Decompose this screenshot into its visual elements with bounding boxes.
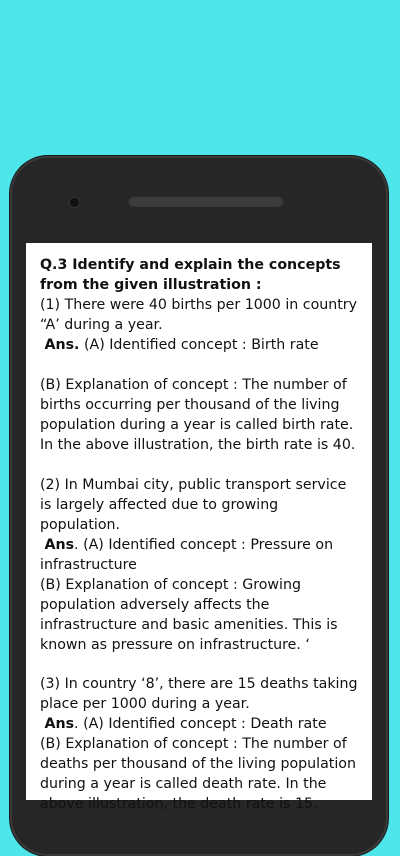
phone-top-bezel [10,156,388,246]
question-title: Q.3 Identify and explain the concepts from the given illustration : [40,257,341,293]
answer-label: Ans. [44,337,80,353]
item-2-statement: (2) In Mumbai city, public transport service is largely affected due to growing population. [40,477,347,533]
answer-text: . (A) Identified concept : Death rate [74,716,327,732]
answer-text: . (A) Identified concept : Pressure on infrastructure [40,537,334,573]
phone-screen[interactable] [26,243,372,812]
answer-label: Ans [44,716,75,732]
earpiece-speaker [128,195,284,207]
item-3-answer [40,714,360,734]
item-1-explanation: (B) Explanation of concept : The number of births occurring per thousand of the living population during a year is called birth rate. In the above illustration, the birth rate is 40. [40,377,356,453]
question-content [26,243,372,814]
answer-text: (A) Identified concept : Birth rate [79,337,319,353]
item-1-answer [40,335,360,355]
front-camera-icon [68,196,81,209]
answer-label: Ans [44,537,75,553]
item-3-statement: (3) In country ‘8’, there are 15 deaths taking place per 1000 during a year. [40,676,358,712]
paragraph-gap [40,355,360,375]
item-3-explanation: (B) Explanation of concept : The number of deaths per thousand of the living population during a year is called death rate. In the above illustration, the death rate is 15. [40,736,356,812]
paragraph-gap [40,455,360,475]
item-1-statement: (1) There were 40 births per 1000 in country “A’ during a year. [40,297,358,333]
item-2-explanation: (B) Explanation of concept : Growing population adversely affects the infrastructure and basic amenities. This is known as pressure on infrastructure. ‘ [40,577,338,653]
paragraph-gap [40,655,360,674]
item-2-answer [40,535,360,575]
